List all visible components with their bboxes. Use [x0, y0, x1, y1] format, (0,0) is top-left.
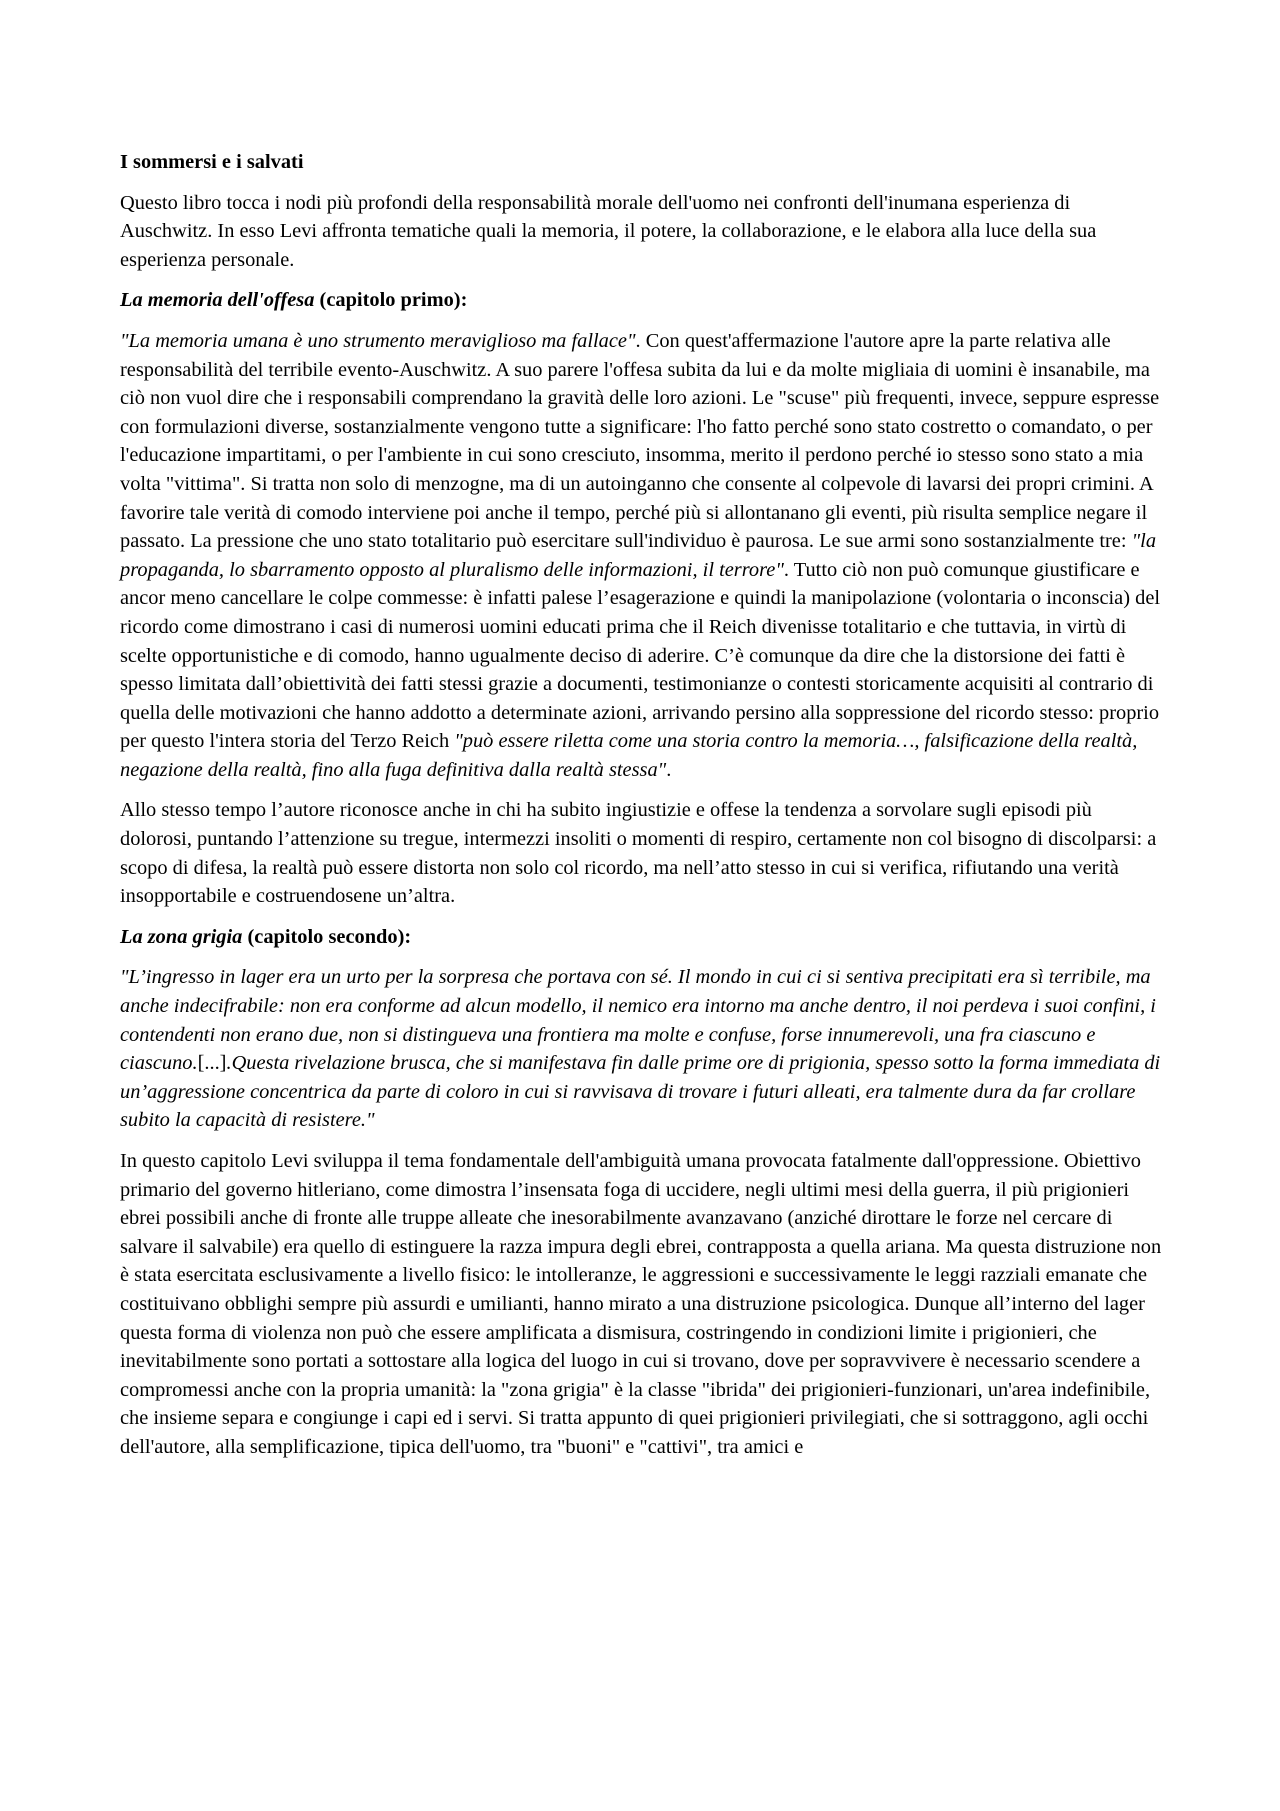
intro-paragraph: Questo libro tocca i nodi più profondi della responsabilità morale dell'uomo nei confronti dell'inumana esperienza di Auschwitz. In esso Levi affronta tematiche quali la memoria, il potere, la collaborazione, e le elabora alla luce della sua esperienza personale. — [120, 191, 1097, 271]
zona-grigia-quote-part-1: "L’ingresso in lager era un urto per la sorpresa che portava con sé. Il mondo in cui ci si sentiva precipitati era sì terribile, ma anche indecifrabile: non era conforme ad alcun modello, il nemico era intorno ma anche dentro, il noi perdeva i suoi confini, i contendenti non erano due, non si distingueva una frontiera ma molte e confuse, forse innumerevoli, una fra ciascuno e ciascuno. — [120, 966, 1156, 1075]
memoria-text-3: . — [666, 758, 672, 781]
zona-grigia-paragraph-1: In questo capitolo Levi sviluppa il tema fondamentale dell'ambiguità umana provocata fatalmente dall'oppressione. Obiettivo primario del governo hitleriano, come dimostra l’insensata foga di uccidere, negli ultimi mesi della guerra, il più prigionieri ebrei possibili anche di fronte alle truppe alleate che inesorabilmente avanzavano (anziché dirottare le forze nel cercare di salvare il salvabile) era quello di estinguere la razza impura degli ebrei, contrapposta a quella ariana. Ma questa distruzione non è stata esercitata esclusivamente a livello fisico: le intolleranze, le aggressioni e successivamente le leggi razziali emanate che costituivano obblighi sempre più assurdi e umilianti, hanno mirato a una distruzione psicologica. Dunque all’interno del lager questa forma di violenza non può che essere amplificata a dismisura, costringendo in condizioni limite i prigionieri, che inevitabilmente sono portati a sottostare alla logica del luogo in cui si trovano, dove per sopravvivere è necessario scendere a compromessi anche con la propria umanità: la "zona grigia" è la classe "ibrida" dei prigionieri-funzionari, un'area indefinibile, che insieme separa e congiunge i capi ed i servi. Si tratta appunto di quei prigionieri privilegiati, che si sottraggono, agli occhi dell'autore, alla semplificazione, tipica dell'uomo, tra "buoni" e "cattivi", tra amici e — [120, 1150, 1162, 1458]
memoria-text-1: . Con quest'affermazione l'autore apre la parte relativa alle responsabilità del terribile evento-Auschwitz. A suo parere l'offesa subita da lui e da molte migliaia di uomini è insanabile, ma ciò non vuol dire che i responsabili comprendano la gravità delle loro azioni. Le "scuse" più frequenti, invece, seppure espresse con formulazioni diverse, sostanzialmente vengono tutte a significare: l'ho fatto perché sono stato costretto o comandato, o per l'educazione impartitami, o per l'ambiente in cui sono cresciuto, insomma, merito il perdono perché io stesso sono stato a mia volta "vittima". Si tratta non solo di menzogne, ma di un autoinganno che consente al colpevole di lavarsi dei propri crimini. A favorire tale verità di comodo interviene poi anche il tempo, perché più si allontanano gli eventi, più risulta semplice negare il passato. La pressione che uno stato totalitario può esercitare sull'individuo è paurosa. Le sue armi sono sostanzialmente tre: — [120, 329, 1160, 553]
memoria-text-2: . Tutto ciò non può comunque giustificare e ancor meno cancellare le colpe commesse: è infatti palese l’esagerazione e quindi la manipolazione (volontaria o inconscia) del ricordo come dimostrano i casi di numerosi uomini educati prima che il Reich divenisse totalitario e che tuttavia, in virtù di scelte opportunistiche e di comodo, hanno ugualmente deciso di aderire. C’è comunque da dire che la distorsione dei fatti è spesso limitata dall’obiettività dei fatti stessi grazie a documenti, testimonianze o contesti storicamente acquisiti al contrario di quella delle motivazioni che hanno addotto a determinate azioni, arrivando persino alla soppressione del ricordo stesso: proprio per questo l'intera storia del Terzo Reich — [120, 558, 1161, 753]
zona-grigia-quote — [120, 963, 1165, 1135]
zona-grigia-quote-part-2: .Questa rivelazione brusca, che si manifestava fin dalle prime ore di prigionia, spesso sotto la forma immediata di un’aggressione concentrica da parte di coloro in cui si ravvisava di trovare i futuri alleati, era talmente dura da far crollare subito la capacità di resistere." — [120, 1052, 1161, 1132]
memoria-quote-2: "la propaganda, lo sbarramento opposto al pluralismo delle informazioni, il terrore" — [120, 530, 1157, 581]
section-heading-memoria — [120, 286, 1165, 315]
document-page — [120, 148, 1165, 1474]
section-heading-zona-grigia-title: La zona grigia — [120, 925, 243, 948]
memoria-quote-3: "può essere riletta come una storia contro la memoria…, falsificazione della realtà, negazione della realtà, fino alla fuga definitiva dalla realtà stessa" — [120, 730, 1138, 781]
zona-grigia-quote-ellipsis: [...] — [197, 1052, 227, 1075]
memoria-quote-1: "La memoria umana è uno strumento meraviglioso ma fallace" — [120, 329, 636, 352]
memoria-paragraph-1 — [120, 327, 1165, 785]
section-heading-zona-grigia-suffix: (capitolo secondo): — [242, 925, 412, 948]
section-heading-zona-grigia — [120, 923, 1165, 952]
memoria-paragraph-2: Allo stesso tempo l’autore riconosce anche in chi ha subito ingiustizie e offese la tendenza a sorvolare sugli episodi più dolorosi, puntando l’attenzione su tregue, intermezzi insoliti o momenti di respiro, certamente non col bisogno di discolparsi: a scopo di difesa, la realtà può essere distorta non solo col ricordo, ma nell’atto stesso in cui si verifica, rifiutando una verità insopportabile e costruendosene un’altra. — [120, 799, 1157, 908]
section-heading-memoria-title: La memoria dell'offesa — [120, 289, 315, 312]
section-heading-memoria-suffix: (capitolo primo): — [314, 289, 468, 312]
document-title: I sommersi e i salvati — [120, 151, 304, 173]
